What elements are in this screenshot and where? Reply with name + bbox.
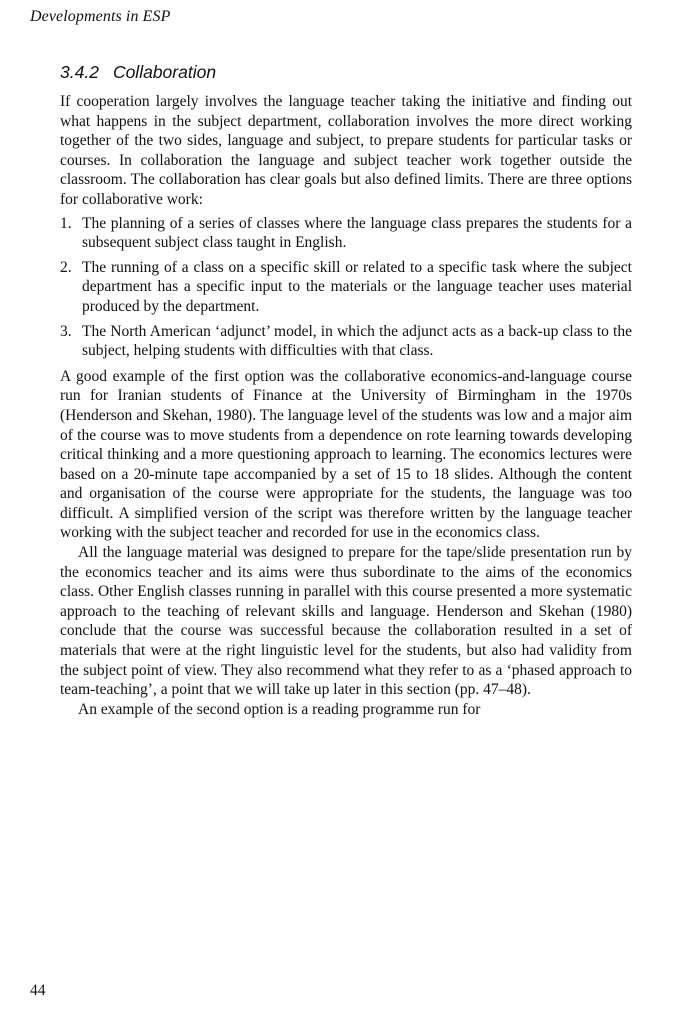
paragraph-second-option: An example of the second option is a reading programme run for	[78, 700, 481, 718]
paragraph-intro: If cooperation largely involves the language teacher taking the initiative and finding out what happens in the subject department, collaboration involves the more direct working together of the two sides, language and subject, to prepare students for particular tasks or courses. In collaboration the language and subject teacher work together outside the classroom. The collaboration has clear goals but also defined limits. There are three options for collaborative work:	[60, 93, 632, 208]
list-marker: 2.	[60, 258, 72, 276]
section-heading	[60, 62, 216, 83]
options-list	[60, 214, 632, 361]
list-item-text: The planning of a series of classes where the language class prepares the students for a subsequent subject class taught in English.	[82, 214, 632, 252]
section-title: Collaboration	[112, 62, 217, 82]
list-marker: 3.	[60, 322, 72, 340]
list-item-text: The North American ‘adjunct’ model, in which the adjunct acts as a back-up class to the subject, helping students with difficulties with that class.	[82, 322, 632, 360]
page-number: 44	[30, 982, 46, 999]
paragraph-language-material: All the language material was designed to prepare for the tape/slide presentation run by the economics teacher and its aims were thus subordinate to the aims of the economics class. Other English classes running in parallel with this course presented a more systematic approach to the teaching of relevant skills and language. Henderson and Skehan (1980) conclude that the course was successful because the collaboration resulted in a set of materials that were at the right linguistic level for the students, but also had validity from the subject point of view. They also recommend what they refer to as a ‘phased approach to team-teaching’, a point that we will take up later in this section (pp. 47–48).	[60, 544, 632, 699]
running-head: Developments in ESP	[30, 8, 171, 25]
list-item	[60, 322, 632, 361]
section-number: 3.4.2	[60, 62, 99, 82]
list-item-text: The running of a class on a specific skill or related to a specific task where the subject department has a specific input to the materials or the language teacher uses material produced by the department.	[82, 258, 632, 315]
list-item	[60, 214, 632, 253]
body-text	[60, 92, 632, 719]
paragraph-first-option: A good example of the first option was the collaborative economics-and-language course run for Iranian students of Finance at the University of Birmingham in the 1970s (Henderson and Skehan, 1980). The language level of the students was low and a major aim of the course was to move students from a dependence on rote learning towards developing critical thinking and a more questioning approach to learning. The economics lectures were based on a 20-minute tape accompanied by a set of 15 to 18 slides. Although the content and organisation of the course were appropriate for the students, the language was too difficult. A simplified version of the script was therefore written by the language teacher working with the subject teacher and recorded for use in the economics class.	[60, 367, 632, 542]
list-item	[60, 258, 632, 317]
list-marker: 1.	[60, 214, 72, 232]
